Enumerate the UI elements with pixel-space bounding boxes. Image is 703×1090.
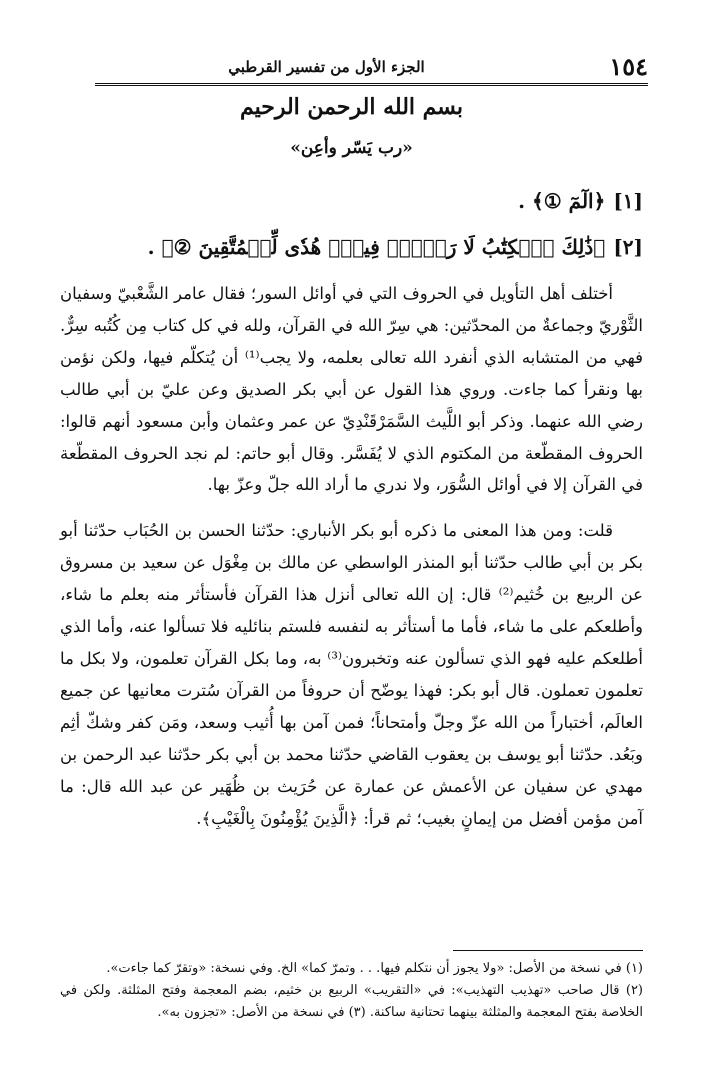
footnote-divider [453,950,643,951]
verse-text: ﴿ذَٰلِكَ ٱلۡكِتَٰبُ لَا رَيۡبَۛ فِيهِۛ هُدٗى لِّلۡمُتَّقِينَ ②﴾ . [147,235,606,259]
footnote: (٢) قال صاحب «تهذيب التهذيب»: في «التقريب» الربيع بن خثيم، بضم المعجمة وفتح المثلثة. ولكن في الخلاصة بفتح المعجمة والمثلثة بينهما تحتانية ساكنة. (٣) في نسخة من الأصل: «تجزون به». [60,983,643,1020]
basmala-calligraphy: بسم الله الرحمن الرحيم [239,94,464,120]
verse-number: [١] [613,189,643,213]
paragraph: أختلف أهل التأويل في الحروف التي في أوائل السور؛ فقال عامر الشَّعْبيّ وسفيان الثَّوْريّ وجماعةٌ من المحدّثين: هي سِرّ الله في القرآن، ولله في كل كتاب مِن كُتُبه سِرٌّ. فهي من المتشابه الذي أنفرد الله تعالى بعلمه، ولا يجب⁽¹⁾ أن يُتكلّم فيها، ولكن نؤمن بها ونقرأ كما جاءت. وروي هذا القول عن أبي بكر الصديق وعن عليّ بن أبي طالب رضي الله عنهما. وذكر أبو اللَّيث السَّمَرْقَنْدِيّ عن عمر وعثمان وأبن مسعود أنهم قالوا: الحروف المقطّعة من المكتوم الذي لا يُفَسَّر. وقال أبو حاتم: لم نجد الحروف المقطّعة في القرآن إلا في أوائل السُّوَر، ولا ندري ما أراد الله جلّ وعزّ بها. [60,284,643,495]
page-header [95,52,648,86]
verse-text: ﴿الٓمٓ ①﴾ . [518,189,606,213]
verse-line [60,224,643,270]
supplication: «رب يَسّر وأعِن» [290,138,413,158]
footnotes [60,958,643,1024]
verse-line [60,178,643,224]
header-rule [95,83,648,86]
paragraph: قلت: ومن هذا المعنى ما ذكره أبو بكر الأنباري: حدّثنا الحسن بن الحُبَاب حدّثنا أبو بكر بن أبي طالب حدّثنا أبو المنذر الواسطي عن مالك بن مِغْوَل عن سعيد بن مسروق عن الربيع بن خُثيم⁽²⁾ قال: إن الله تعالى أنزل هذا القرآن فأستأثر منه بعلم ما شاء، وأطلعكم على ما شاء، فأما ما أستأثر به لنفسه فلستم بنائليه فلا تسألوا عنه، وأما الذي أطلعكم عليه فهو الذي تسألون عنه وتخبرون⁽³⁾ به، وما بكل القرآن تعلمون، ولا بكل ما تعلمون تعملون. قال أبو بكر: فهذا يوضّح أن حروفاً من القرآن سُترت معانيها عن جميع العالَم، أختباراً من الله عزّ وجلّ وأمتحاناً؛ فمن آمن بها أُثيب وسعد، ومَن كفر وشكّ أثِم وبَعُد. حدّثنا أبو يوسف بن يعقوب القاضي حدّثنا محمد بن أبي بكر حدّثنا عبد الرحمن بن مهدي عن سفيان عن الأعمش عن عمارة عن حُرَيث بن ظُهَير عن عبد الله قال: ما آمن مؤمن أفضل من إيمانٍ بغيب؛ ثم قرأ: ﴿الَّذِينَ يُؤْمِنُونَ بِالْغَيْبِ﴾. [60,521,643,828]
running-title: الجزء الأول من تفسير القرطبي [228,58,425,76]
footnote: (١) في نسخة من الأصل: «ولا يجوز أن نتكلم فيها. . . وتمرّ كما» الخ. وفي نسخة: «وتقرّ كما جاءت». [106,961,643,976]
quran-verses [60,178,643,270]
page-number: ١٥٤ [609,52,648,81]
commentary-body [60,278,643,834]
verse-number: [٢] [613,235,643,259]
